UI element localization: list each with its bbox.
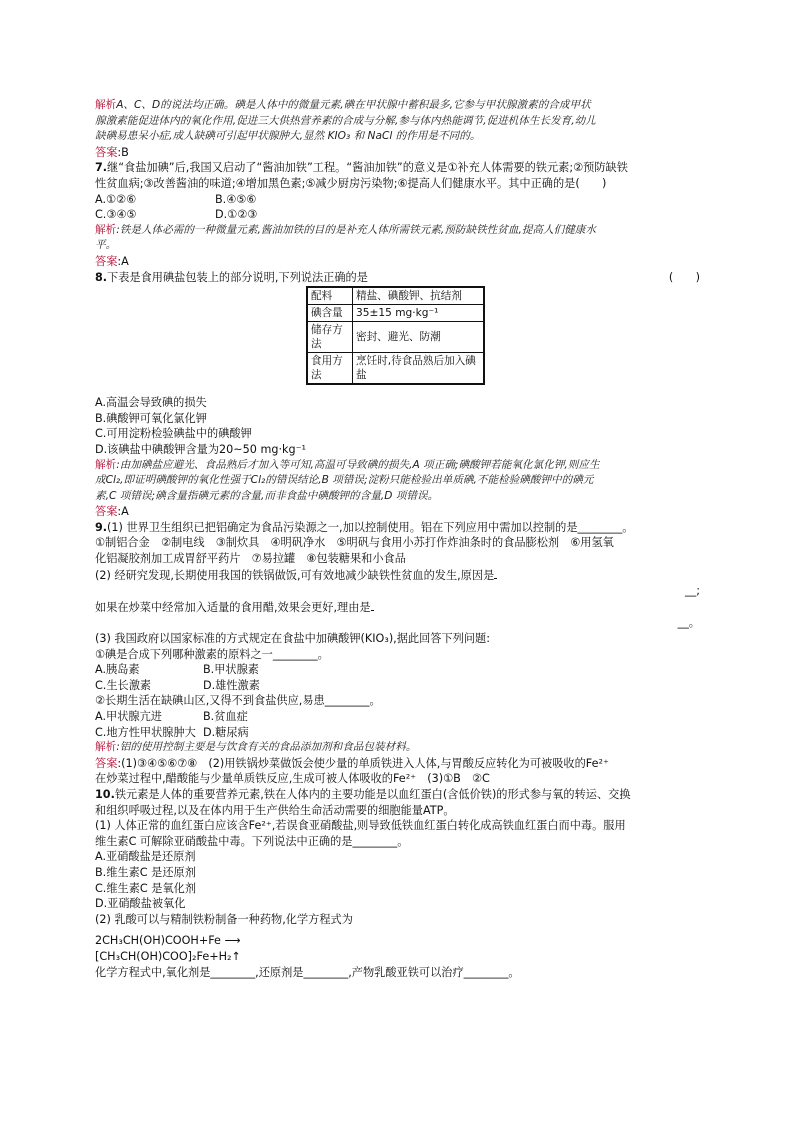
q9-part2: (2) 经研究发现,长期使用我国的铁锅做饭,可有效地减少缺铁性贫血的发生,原因是 bbox=[95, 567, 700, 584]
q9-part2-line2: 如果在炒菜中经常加入适量的食用醋,效果会更好,理由是 bbox=[95, 599, 700, 616]
answer-label: 答案 bbox=[95, 145, 118, 159]
analysis-label: 解析 bbox=[95, 741, 117, 754]
q9-part2-blank2: __。 bbox=[677, 616, 700, 630]
analysis-label: 解析 bbox=[95, 458, 117, 471]
q7-answer: 答案:A bbox=[95, 254, 129, 268]
q9-answer: 答案:(1)③④⑤⑥⑦⑧ (2)用铁锅炒菜做饭会使少量的单质铁进入人体,与胃酸反应转化为可被吸收的Fe²⁺ bbox=[95, 756, 609, 770]
answer-label: 答案 bbox=[95, 756, 118, 770]
worksheet-page bbox=[95, 98, 700, 980]
q7-option-a: A.①②⑥ bbox=[95, 192, 137, 206]
q8-analysis-line3: 素,C 项错误;碘含量指碘元素的含量,而非食盐中碘酸钾的含量,D 项错误。 bbox=[95, 489, 439, 502]
q8-option-a: A.高温会导致碘的损失 bbox=[95, 396, 207, 410]
question-number: 9. bbox=[95, 520, 108, 534]
q7-options-row2 bbox=[95, 207, 700, 223]
q10-option-c: C.维生素C 是氧化剂 bbox=[95, 881, 197, 895]
question-number: 10. bbox=[95, 787, 115, 801]
answer-label: 答案 bbox=[95, 505, 118, 519]
q10-part1: (1) 人体正常的血红蛋白应该含Fe²⁺,若误食亚硝酸盐,则导致低铁血红蛋白转化成高铁血红蛋白而中毒。服用 bbox=[95, 819, 626, 833]
q9-part1-line2: ①制铝合金 ②制电线 ③制炊具 ④明矾净水 ⑤明矾与食用小苏打作炸油条时的食品膨松剂 ⑥用氢氧 bbox=[95, 536, 614, 550]
q9-part1-line3: 化铝凝胶剂加工成胃舒平药片 ⑦易拉罐 ⑧包装糖果和小食品 bbox=[95, 552, 406, 566]
q7-stem-line2: 性贫血病;③改善酱油的味道;④增加黑色素;⑤减少厨房污染物;⑥提高人们健康水平。其中正确的是( ) bbox=[95, 176, 607, 190]
q10-part2: (2) 乳酸可以与精制铁粉制备一种药物,化学方程式为 bbox=[95, 912, 353, 926]
q10-part1-line2: 维生素C 可解除亚硝酸盐中毒。下列说法中正确的是________。 bbox=[95, 834, 409, 848]
q9-part3: (3) 我国政府以国家标准的方式规定在食盐中加碘酸钾(KIO₃),据此回答下列问题: bbox=[95, 632, 491, 646]
q9-analysis: 解析:铝的使用控制主要是与饮食有关的食品添加剂和食品包装材料。 bbox=[95, 741, 417, 754]
reaction-arrow: ⟶ bbox=[224, 934, 241, 948]
q7-option-c: C.③④⑤ bbox=[95, 208, 137, 222]
q9-part3-q1: ①碘是合成下列哪种激素的原料之一________。 bbox=[95, 647, 329, 661]
q6-answer: 答案:B bbox=[95, 145, 129, 159]
q8-answer-paren: ( ) bbox=[668, 270, 700, 284]
q10-stem-line2: 和组织呼吸过程,以及在体内用于生产供给生命活动需要的细胞能量ATP。 bbox=[95, 803, 455, 817]
q10-part2-question: 化学方程式中,氧化剂是________,还原剂是________,产物乳酸亚铁可以治疗________。 bbox=[95, 965, 520, 979]
question-number: 7. bbox=[95, 161, 108, 175]
q8-answer: 答案:A bbox=[95, 505, 129, 519]
q7-options-row1 bbox=[95, 192, 700, 208]
table-row: 储存方法 密封、避光、防潮 bbox=[307, 322, 484, 353]
analysis-label: 解析 bbox=[95, 99, 117, 111]
q8-analysis-line2: 成Cl₂,即证明碘酸钾的氧化性强于Cl₂的错误结论,B 项错误;淀粉只能检验出单质碘,不能检验碘酸钾中的碘元 bbox=[95, 474, 594, 487]
q9-part3-q1-options-row1: A.胰岛素 B.甲状腺素 bbox=[95, 663, 259, 677]
q9-part3-q2: ②长期生活在缺碘山区,又得不到食盐供应,易患________。 bbox=[95, 694, 381, 708]
q10-equation-line1: 2CH₃CH(OH)COOH+Fe ⟶ bbox=[95, 934, 241, 948]
iodized-salt-label-table bbox=[306, 286, 485, 385]
q6-analysis-line3: 缺碘易患呆小症,成人缺碘可引起甲状腺肿大,显然 KIO₃ 和 NaCl 的作用是不同的。 bbox=[95, 130, 481, 143]
q10-stem: 10.铁元素是人体的重要营养元素,铁在人体内的主要功能是以血红蛋白(含低价铁)的形式参与氧的转运、交换 bbox=[95, 787, 631, 801]
q8-option-d: D.该碘盐中碘酸钾含量为20~50 mg·kg⁻¹ bbox=[95, 442, 306, 456]
q7-stem: 7.继“食盐加碘”后,我国又启动了“酱油加铁”工程。“酱油加铁”的意义是①补充人体需要的铁元素;②预防缺铁 bbox=[95, 161, 628, 175]
q9-part3-q2-options-row2: C.地方性甲状腺肿大 D.糖尿病 bbox=[95, 725, 249, 739]
q7-analysis-line2: 平。 bbox=[95, 239, 117, 252]
q8-analysis: 解析:由加碘盐应避光、食品熟后才加入等可知,高温可导致碘的损失,A 项正确;碘酸钾若能氧化氯化钾,则应生 bbox=[95, 458, 600, 471]
analysis-label: 解析 bbox=[95, 223, 117, 236]
q6-analysis-line2: 腺激素能促进体内的氧化作用,促进三大供热营养素的合成与分解,参与体内热能调节,促进机体生长发育,幼儿 bbox=[95, 114, 596, 127]
q7-option-b: B.④⑤⑥ bbox=[215, 192, 257, 206]
table-row: 食用方法 烹饪时,待食品熟后加入碘盐 bbox=[307, 353, 484, 385]
q9-answer-line2: 在炒菜过程中,醋酸能与少量单质铁反应,生成可被人体吸收的Fe²⁺ (3)①B ②C bbox=[95, 772, 490, 786]
answer-label: 答案 bbox=[95, 254, 118, 268]
q9-part3-q1-options-row2: C.生长激素 D.雄性激素 bbox=[95, 678, 260, 692]
question-number: 8. bbox=[95, 270, 108, 284]
q8-stem: 8.下表是食用碘盐包装上的部分说明,下列说法正确的是 ( ) bbox=[95, 270, 700, 284]
q9-part1: 9.(1) 世界卫生组织已把铝确定为食品污染源之一,加以控制使用。铝在下列应用中需加以控制的是________。 bbox=[95, 520, 634, 534]
q7-analysis: 解析:铁是人体必需的一种微量元素,酱油加铁的目的是补充人体所需铁元素,预防缺铁性贫血,提高人们健康水 bbox=[95, 223, 596, 236]
q10-option-b: B.维生素C 是还原剂 bbox=[95, 865, 196, 879]
q7-option-d: D.①②③ bbox=[215, 208, 258, 222]
q8-option-c: C.可用淀粉检验碘盐中的碘酸钾 bbox=[95, 427, 252, 441]
q9-part3-q2-options-row1: A.甲状腺亢进 B.贫血症 bbox=[95, 710, 248, 723]
q9-part2-blank1: __; bbox=[685, 584, 700, 598]
table-row: 碘含量 35±15 mg·kg⁻¹ bbox=[307, 305, 484, 322]
q6-analysis: 解析A、C、D的说法均正确。碘是人体中的微量元素,碘在甲状腺中蓄积最多,它参与甲状腺激素的合成甲状 bbox=[95, 99, 591, 111]
q8-option-b: B.碘酸钾可氧化氯化钾 bbox=[95, 411, 207, 425]
q10-option-a: A.亚硝酸盐是还原剂 bbox=[95, 850, 196, 864]
q10-option-d: D.亚硝酸盐被氧化 bbox=[95, 897, 186, 911]
table-row: 配料 精盐、碘酸钾、抗结剂 bbox=[307, 287, 484, 305]
q10-equation-line2: [CH₃CH(OH)COO]₂Fe+H₂↑ bbox=[95, 949, 241, 963]
